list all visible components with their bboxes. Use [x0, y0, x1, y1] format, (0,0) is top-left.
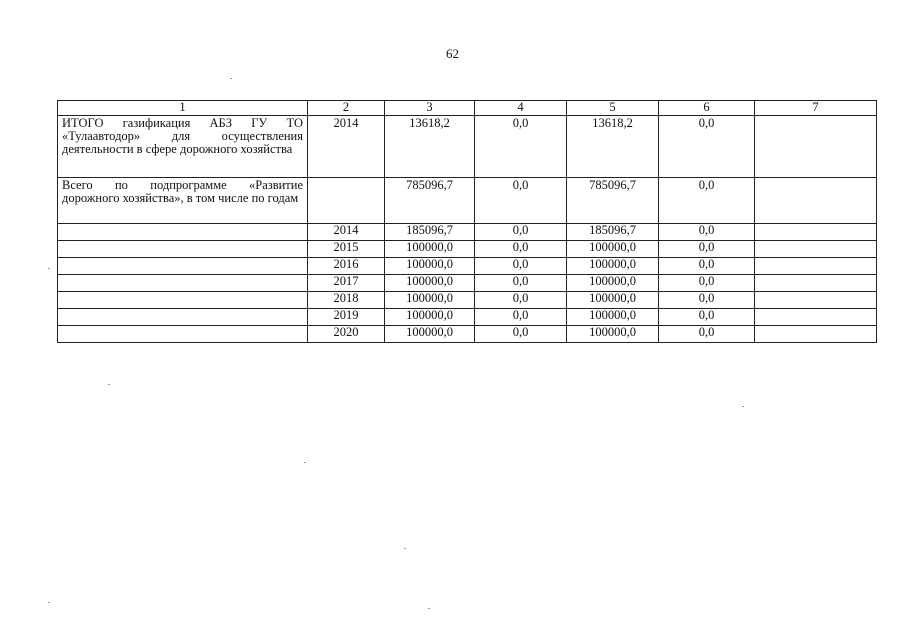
cell-col4: 0,0: [475, 178, 567, 224]
row-year: 2018: [308, 292, 385, 309]
table-row: [58, 292, 877, 309]
row-description: ИТОГО газификация АБЗ ГУ ТО «Тулаавтодор» для осуществления деятельности в сфере дорожного хозяйства: [58, 116, 308, 178]
column-header: 5: [567, 101, 659, 116]
row-description: [58, 241, 308, 258]
cell-col4: 0,0: [475, 258, 567, 275]
table-row: [58, 275, 877, 292]
cell-col5: 13618,2: [567, 116, 659, 178]
cell-total: 100000,0: [385, 241, 475, 258]
cell-col4: 0,0: [475, 224, 567, 241]
column-header: 7: [755, 101, 877, 116]
cell-total: 185096,7: [385, 224, 475, 241]
cell-col7: [755, 258, 877, 275]
cell-col5: 185096,7: [567, 224, 659, 241]
row-description: [58, 258, 308, 275]
scan-speck: [404, 548, 406, 549]
scan-speck: [304, 462, 306, 463]
cell-col7: [755, 309, 877, 326]
scan-speck: [48, 602, 50, 603]
column-header: 4: [475, 101, 567, 116]
row-description: [58, 326, 308, 343]
cell-col6: 0,0: [659, 275, 755, 292]
row-year: 2015: [308, 241, 385, 258]
cell-col6: 0,0: [659, 309, 755, 326]
cell-col5: 785096,7: [567, 178, 659, 224]
row-year: 2014: [308, 116, 385, 178]
table-row: [58, 116, 877, 178]
scan-speck: [742, 406, 744, 407]
funding-table: [57, 100, 877, 343]
cell-col7: [755, 178, 877, 224]
table-row: [58, 241, 877, 258]
row-year: 2020: [308, 326, 385, 343]
cell-col7: [755, 116, 877, 178]
cell-total: 100000,0: [385, 309, 475, 326]
scan-speck: [230, 78, 232, 79]
cell-col5: 100000,0: [567, 326, 659, 343]
row-year: 2016: [308, 258, 385, 275]
cell-col6: 0,0: [659, 224, 755, 241]
cell-col6: 0,0: [659, 116, 755, 178]
row-description: Всего по подпрограмме «Развитие дорожного хозяйства», в том числе по годам: [58, 178, 308, 224]
cell-col4: 0,0: [475, 309, 567, 326]
scan-speck: [108, 384, 110, 385]
row-description: [58, 275, 308, 292]
cell-col5: 100000,0: [567, 292, 659, 309]
cell-total: 100000,0: [385, 258, 475, 275]
cell-col7: [755, 224, 877, 241]
table-row: [58, 178, 877, 224]
cell-total: 785096,7: [385, 178, 475, 224]
table-row: [58, 258, 877, 275]
cell-col7: [755, 326, 877, 343]
row-year: 2019: [308, 309, 385, 326]
cell-col7: [755, 275, 877, 292]
page-number: 62: [446, 46, 459, 61]
row-description: [58, 309, 308, 326]
cell-col5: 100000,0: [567, 258, 659, 275]
table-row: [58, 224, 877, 241]
cell-total: 100000,0: [385, 292, 475, 309]
table-header-row: [58, 101, 877, 116]
cell-col5: 100000,0: [567, 275, 659, 292]
cell-col4: 0,0: [475, 326, 567, 343]
cell-col4: 0,0: [475, 292, 567, 309]
cell-col4: 0,0: [475, 116, 567, 178]
table-row: [58, 309, 877, 326]
row-year: [308, 178, 385, 224]
row-description: [58, 224, 308, 241]
cell-col6: 0,0: [659, 258, 755, 275]
column-header: 3: [385, 101, 475, 116]
cell-col4: 0,0: [475, 275, 567, 292]
cell-total: 13618,2: [385, 116, 475, 178]
cell-col5: 100000,0: [567, 241, 659, 258]
cell-col4: 0,0: [475, 241, 567, 258]
cell-total: 100000,0: [385, 326, 475, 343]
column-header: 1: [58, 101, 308, 116]
cell-col6: 0,0: [659, 326, 755, 343]
cell-col7: [755, 241, 877, 258]
row-year: 2014: [308, 224, 385, 241]
column-header: 6: [659, 101, 755, 116]
scan-speck: [428, 608, 430, 609]
row-description: [58, 292, 308, 309]
cell-col7: [755, 292, 877, 309]
cell-col6: 0,0: [659, 178, 755, 224]
row-year: 2017: [308, 275, 385, 292]
cell-col6: 0,0: [659, 241, 755, 258]
column-header: 2: [308, 101, 385, 116]
cell-total: 100000,0: [385, 275, 475, 292]
cell-col6: 0,0: [659, 292, 755, 309]
cell-col5: 100000,0: [567, 309, 659, 326]
scan-speck: [48, 268, 50, 269]
table-row: [58, 326, 877, 343]
